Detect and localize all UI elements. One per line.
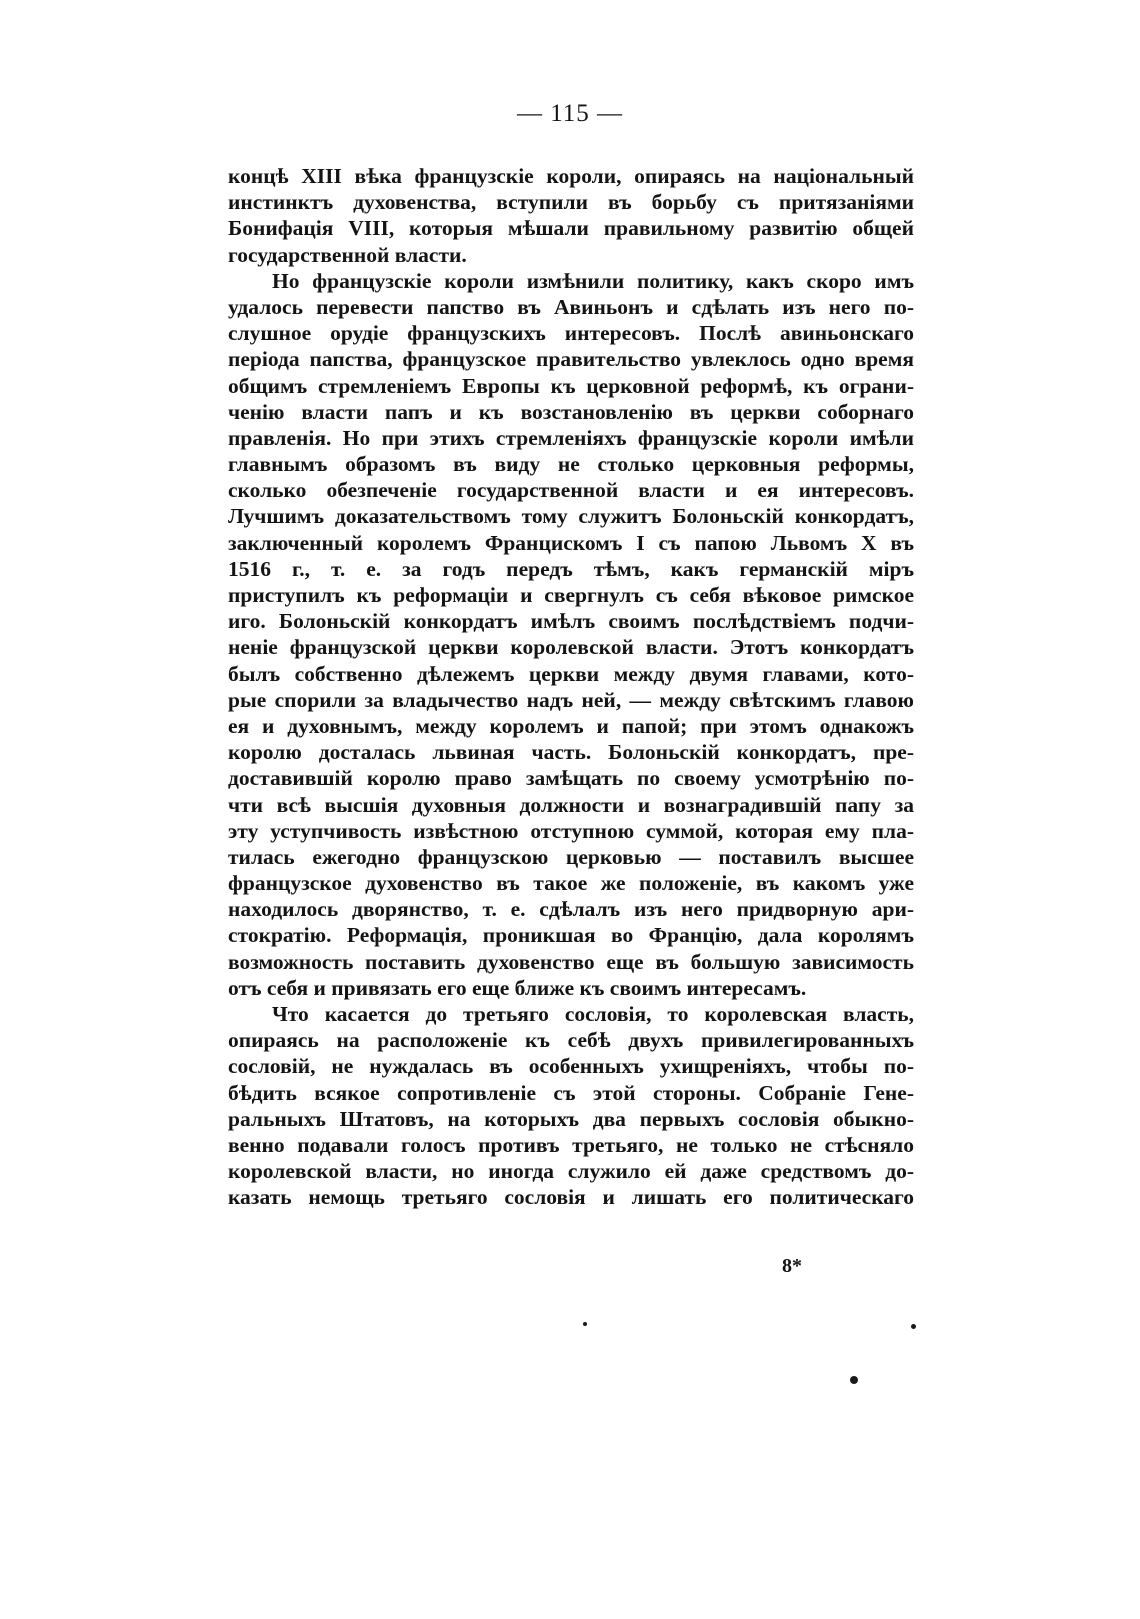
text-line: общимъ стремленіемъ Европы къ церковной реформѣ, къ ограни- xyxy=(228,373,914,398)
text-line: Лучшимъ доказательствомъ тому служитъ Болоньскій конкордатъ, xyxy=(228,504,914,529)
text-line: опираясь на расположеніе къ себѣ двухъ привилегированныхъ xyxy=(228,1028,914,1053)
text-line: періода папства, французское правительство увлеклось одно время xyxy=(228,347,914,372)
text-line: 1516 г., т. е. за годъ передъ тѣмъ, какъ германскій міръ xyxy=(228,556,914,581)
text-line: французское духовенство въ такое же положеніе, въ какомъ уже xyxy=(228,871,914,896)
text-line: сословій, не нуждалась въ особенныхъ ухищреніяхъ, чтобы по- xyxy=(228,1054,914,1079)
text-line: ея и духовнымъ, между королемъ и папой; при этомъ однакожъ xyxy=(228,713,914,738)
text-line: правленія. Но при этихъ стремленіяхъ французскіе короли имѣли xyxy=(228,425,914,450)
text-line: находилось дворянство, т. е. сдѣлалъ изъ него придворную ари- xyxy=(228,897,914,922)
text-line: неніе французской церкви королевской власти. Этотъ конкордатъ xyxy=(228,635,914,660)
text-line: чти всѣ высшія духовныя должности и вознаградившій папу за xyxy=(228,792,914,817)
text-line: былъ собственно дѣлежемъ церкви между двумя главами, кото- xyxy=(228,661,914,686)
paragraph-start-line: Что касается до третьяго сословія, то королевская власть, xyxy=(272,1002,914,1026)
text-line: удалось перевести папство въ Авиньонъ и сдѣлать изъ него по- xyxy=(228,294,914,319)
ink-speck xyxy=(911,1324,916,1329)
paragraph-start-line: Но французскіе короли измѣнили политику, какъ скоро имъ xyxy=(272,268,914,293)
text-line: ченію власти папъ и къ возстановленію въ церкви соборнаго xyxy=(228,399,914,424)
text-line: концѣ XIII вѣка французскіе короли, опираясь на національный xyxy=(228,164,914,188)
text-line: государственной власти. xyxy=(228,242,467,267)
text-line: ральныхъ Штатовъ, на которыхъ два первыхъ сословія обыкно- xyxy=(228,1106,914,1131)
text-line: слушное орудіе французскихъ интересовъ. Послѣ авиньонскаго xyxy=(228,321,914,346)
text-line: сколько обезпеченіе государственной власти и ея интересовъ. xyxy=(228,478,914,503)
text-line: стократію. Реформація, проникшая во Францію, дала королямъ xyxy=(228,923,914,948)
text-line: тилась ежегодно французскою церковью — поставилъ высшее xyxy=(228,844,914,869)
text-line: доставившій королю право замѣщать по своему усмотрѣнію по- xyxy=(228,766,914,791)
text-line: рые спорили за владычество надъ ней, — между свѣтскимъ главою xyxy=(228,687,914,712)
text-line: возможность поставить духовенство еще въ большую зависимость xyxy=(228,949,914,974)
text-line: венно подавали голосъ противъ третьяго, не только не стѣсняло xyxy=(228,1132,914,1157)
text-line: иго. Болоньскій конкордатъ имѣлъ своимъ послѣдствіемъ подчи- xyxy=(228,609,914,634)
text-line: бѣдить всякое сопротивленіе съ этой стороны. Собраніе Гене- xyxy=(228,1080,914,1105)
ink-speck xyxy=(583,1322,587,1326)
text-line: Бонифація VIII, которыя мѣшали правильному развитію общей xyxy=(228,216,914,241)
ink-speck xyxy=(850,1376,858,1384)
text-line: королевской власти, но иногда служило ей даже средствомъ до- xyxy=(228,1159,914,1184)
page-number: — 115 — xyxy=(516,100,624,127)
text-line: главнымъ образомъ въ виду не столько церковныя реформы, xyxy=(228,452,914,477)
text-line: отъ себя и привязать его еще ближе къ своимъ интересамъ. xyxy=(228,975,807,1000)
text-line: эту уступчивость извѣстною отступною суммой, которая ему пла- xyxy=(228,818,914,843)
body-text xyxy=(228,163,914,1211)
text-line: приступилъ къ реформаціи и свергнулъ съ себя вѣковое римское xyxy=(228,583,914,607)
text-line: заключенный королемъ Францискомъ I съ папою Львомъ X въ xyxy=(228,530,914,555)
text-line: инстинктъ духовенства, вступили въ борьбу съ притязаніями xyxy=(228,190,914,215)
signature-mark: 8* xyxy=(782,1255,802,1277)
text-line: казать немощь третьяго сословія и лишать его политическаго xyxy=(228,1185,914,1210)
text-line: королю досталась львиная часть. Болоньскій конкордатъ, пре- xyxy=(228,740,914,765)
